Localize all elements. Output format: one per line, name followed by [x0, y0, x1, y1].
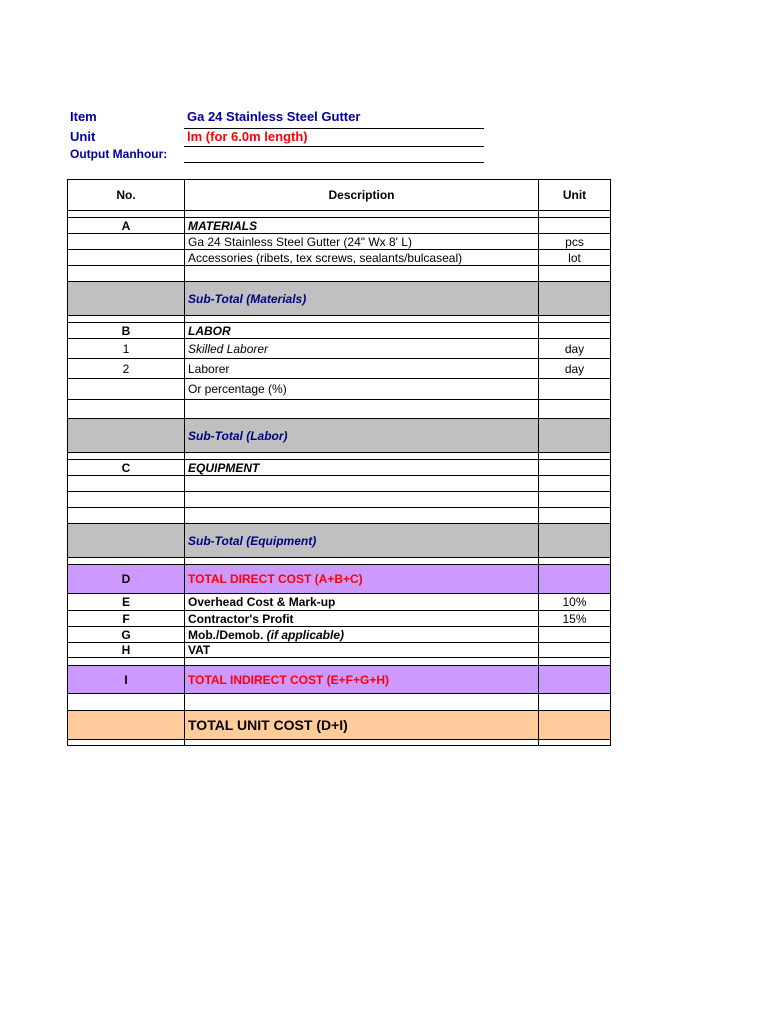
total-indirect-cost-row	[68, 666, 611, 694]
spacer-row	[68, 316, 611, 323]
overhead-letter: E	[68, 594, 185, 611]
table-row	[68, 359, 611, 379]
header-unit: Unit	[539, 180, 611, 211]
total-direct-cost-value[interactable]	[539, 565, 611, 594]
mobdemob-letter: G	[68, 627, 185, 643]
item-label: Item	[70, 109, 97, 124]
spacer-row	[68, 453, 611, 460]
mobdemob-text: Mob./Demob.	[188, 627, 264, 642]
vat-letter: H	[68, 643, 185, 658]
spacer-row	[68, 211, 611, 218]
table-row	[68, 379, 611, 400]
labor-item-2-no[interactable]: 2	[68, 359, 185, 379]
table-row	[68, 611, 611, 627]
vat-label: VAT	[185, 643, 539, 658]
materials-unit-cell[interactable]	[539, 218, 611, 234]
vat-rate[interactable]	[539, 643, 611, 658]
profit-letter: F	[68, 611, 185, 627]
total-direct-cost-row	[68, 565, 611, 594]
spacer-row	[68, 740, 611, 746]
row-no-cell[interactable]	[68, 379, 185, 400]
output-manhour-label: Output Manhour:	[70, 147, 168, 161]
labor-title: LABOR	[185, 323, 539, 339]
total-indirect-cost-value[interactable]	[539, 666, 611, 694]
overhead-label: Overhead Cost & Mark-up	[185, 594, 539, 611]
table-row	[68, 339, 611, 359]
mobdemob-note: (if applicable)	[266, 627, 345, 642]
equipment-letter: C	[68, 460, 185, 476]
table-row	[68, 508, 611, 524]
equipment-subtotal-row	[68, 524, 611, 558]
materials-subtotal-value[interactable]	[539, 282, 611, 316]
equipment-unit-cell[interactable]	[539, 460, 611, 476]
material-item-2-unit[interactable]: lot	[539, 250, 611, 266]
row-no-cell[interactable]	[68, 234, 185, 250]
unit-underline	[184, 146, 484, 147]
row-no-cell[interactable]	[68, 250, 185, 266]
materials-subtotal-label: Sub-Total (Materials)	[185, 282, 539, 316]
table-header-row	[68, 180, 611, 211]
table-row	[68, 643, 611, 658]
overhead-rate[interactable]: 10%	[539, 594, 611, 611]
material-item-1[interactable]: Ga 24 Stainless Steel Gutter (24" Wx 8' L)	[185, 234, 539, 250]
unit-cost-table	[67, 179, 611, 746]
material-item-1-unit[interactable]: pcs	[539, 234, 611, 250]
table-row	[68, 476, 611, 492]
material-item-2[interactable]: Accessories (ribets, tex screws, sealants/bulcaseal)	[185, 250, 539, 266]
table-row	[68, 250, 611, 266]
unit-label: Unit	[70, 129, 96, 144]
spacer-row	[68, 400, 611, 419]
labor-item-2[interactable]: Laborer	[185, 359, 539, 379]
subtotal-no-cell	[68, 282, 185, 316]
labor-item-2-unit[interactable]: day	[539, 359, 611, 379]
labor-unit-cell[interactable]	[539, 323, 611, 339]
total-unit-cost-row	[68, 711, 611, 740]
labor-percentage[interactable]: Or percentage (%)	[185, 379, 539, 400]
equipment-subtotal-value[interactable]	[539, 524, 611, 558]
labor-item-1-unit[interactable]: day	[539, 339, 611, 359]
total-unit-cost-value[interactable]	[539, 711, 611, 740]
materials-title: MATERIALS	[185, 218, 539, 234]
subtotal-no-cell	[68, 419, 185, 453]
profit-label: Contractor's Profit	[185, 611, 539, 627]
indirect-letter: I	[68, 666, 185, 694]
header-description: Description	[185, 180, 539, 211]
labor-percentage-unit[interactable]	[539, 379, 611, 400]
spacer-row	[68, 266, 611, 282]
item-value[interactable]: Ga 24 Stainless Steel Gutter	[187, 109, 361, 124]
labor-heading-row	[68, 323, 611, 339]
equipment-heading-row	[68, 460, 611, 476]
output-underline	[184, 162, 484, 163]
materials-subtotal-row	[68, 282, 611, 316]
spacer-row	[68, 694, 611, 711]
labor-item-1[interactable]: Skilled Laborer	[185, 339, 539, 359]
equipment-title: EQUIPMENT	[185, 460, 539, 476]
total-unit-cost-label: TOTAL UNIT COST (D+I)	[185, 711, 539, 740]
table-row	[68, 594, 611, 611]
labor-letter: B	[68, 323, 185, 339]
subtotal-no-cell	[68, 524, 185, 558]
labor-item-1-no[interactable]: 1	[68, 339, 185, 359]
header-no: No.	[68, 180, 185, 211]
spacer-row	[68, 558, 611, 565]
equipment-subtotal-label: Sub-Total (Equipment)	[185, 524, 539, 558]
total-indirect-cost-label: TOTAL INDIRECT COST (E+F+G+H)	[185, 666, 539, 694]
profit-rate[interactable]: 15%	[539, 611, 611, 627]
spacer-row	[68, 658, 611, 666]
labor-subtotal-row	[68, 419, 611, 453]
total-direct-cost-label: TOTAL DIRECT COST (A+B+C)	[185, 565, 539, 594]
labor-subtotal-label: Sub-Total (Labor)	[185, 419, 539, 453]
mobdemob-label	[185, 627, 539, 643]
materials-letter: A	[68, 218, 185, 234]
unit-value[interactable]: lm (for 6.0m length)	[187, 129, 308, 144]
table-row	[68, 492, 611, 508]
table-row	[68, 234, 611, 250]
total-unit-cost-no-cell	[68, 711, 185, 740]
materials-heading-row	[68, 218, 611, 234]
table-row	[68, 627, 611, 643]
direct-letter: D	[68, 565, 185, 594]
mobdemob-rate[interactable]	[539, 627, 611, 643]
labor-subtotal-value[interactable]	[539, 419, 611, 453]
